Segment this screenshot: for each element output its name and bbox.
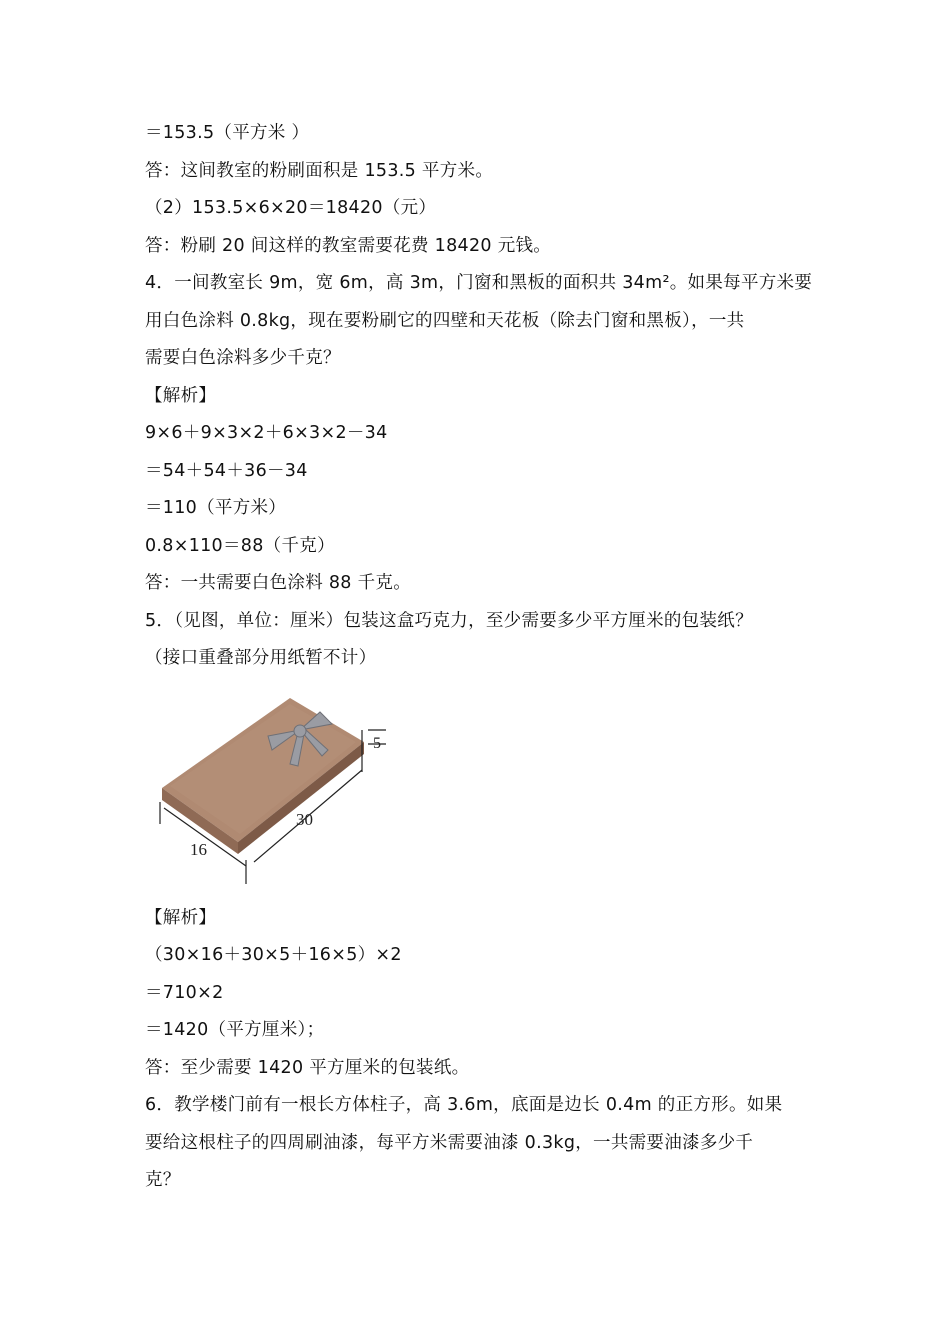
question-4-line: 需要白色涂料多少千克？ (145, 348, 341, 368)
text-line: ＝1420（平方厘米）； (145, 1020, 325, 1040)
height-label: 5 (373, 735, 381, 752)
text-line: 9×6＋9×3×2＋6×3×2－34 (145, 423, 388, 443)
text-line: ＝710×2 (145, 983, 224, 1003)
question-6-line: 6．教学楼门前有一根长方体柱子，高 3.6m，底面是边长 0.4m 的正方形。如果 (145, 1095, 783, 1115)
chocolate-box-figure (150, 690, 400, 890)
question-5-line: 5．（见图，单位：厘米）包装这盒巧克力，至少需要多少平方厘米的包装纸？ (145, 611, 753, 631)
question-4-line: 4．一间教室长 9m，宽 6m，高 3m，门窗和黑板的面积共 34m²。如果每平方米要 (145, 273, 813, 293)
question-4-line: 用白色涂料 0.8kg，现在要粉刷它的四壁和天花板（除去门窗和黑板），一共 (145, 311, 745, 331)
question-6-line: 克？ (145, 1170, 181, 1190)
answer-line: 答：一共需要白色涂料 88 千克。 (145, 573, 411, 593)
answer-line: 答：粉刷 20 间这样的教室需要花费 18420 元钱。 (145, 236, 552, 256)
question-6-line: 要给这根柱子的四周刷油漆，每平方米需要油漆 0.3kg，一共需要油漆多少千 (145, 1133, 754, 1153)
answer-line: 答：至少需要 1420 平方厘米的包装纸。 (145, 1058, 470, 1078)
length-label: 30 (296, 810, 313, 829)
chocolate-box-diagram (150, 690, 400, 890)
text-line: （2）153.5×6×20＝18420（元） (145, 198, 437, 218)
text-line: 0.8×110＝88（千克） (145, 536, 335, 556)
text-line: ＝110（平方米） (145, 498, 287, 518)
analysis-heading: 【解析】 (145, 908, 217, 928)
text-line: ＝153.5（平方米 ） (145, 123, 310, 143)
text-line: （30×16＋30×5＋16×5）×2 (145, 945, 402, 965)
text-line: ＝54＋54＋36－34 (145, 461, 308, 481)
analysis-heading: 【解析】 (145, 386, 217, 406)
width-label: 16 (190, 840, 207, 859)
answer-line: 答：这间教室的粉刷面积是 153.5 平方米。 (145, 161, 494, 181)
question-5-line: （接口重叠部分用纸暂不计） (145, 648, 377, 668)
